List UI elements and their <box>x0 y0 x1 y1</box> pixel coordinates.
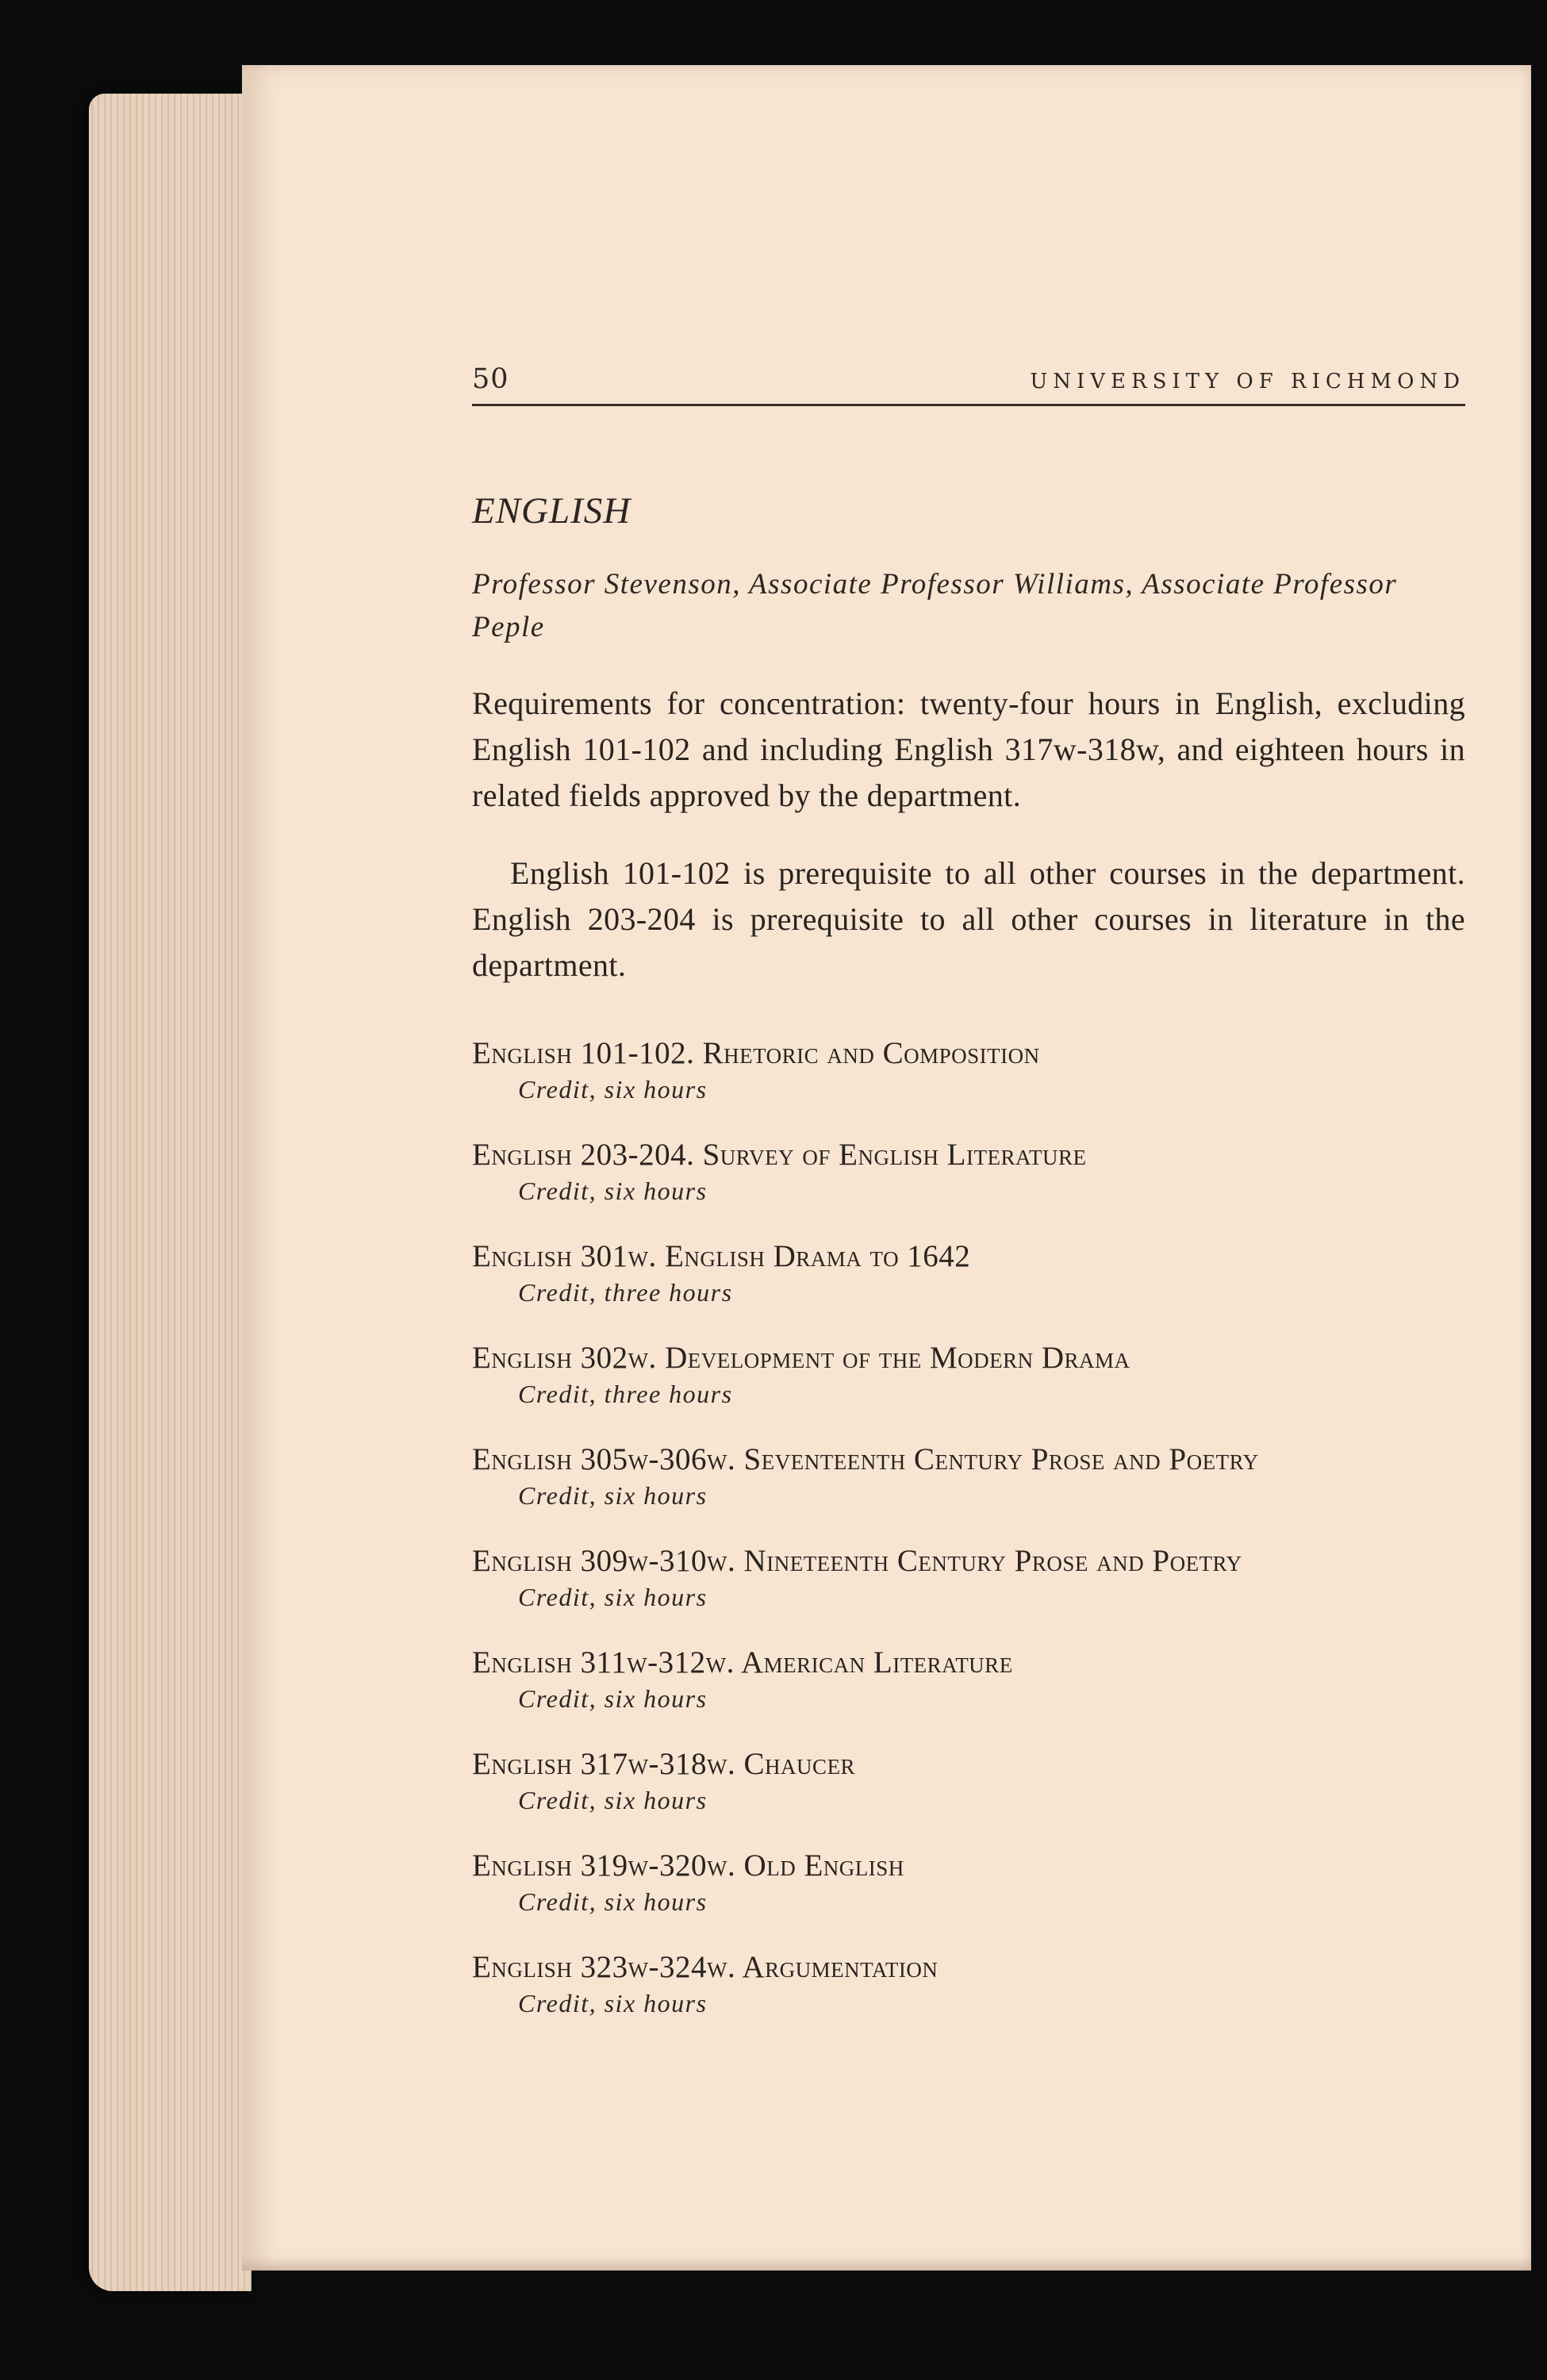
faculty-list: Professor Stevenson, Associate Professor Williams, Associate Professor Peple <box>472 568 1398 643</box>
course-department: English <box>472 1950 573 1984</box>
course-credit: Credit, six hours <box>518 1583 708 1611</box>
course-heading <box>472 1339 1465 1377</box>
running-title: UNIVERSITY OF RICHMOND <box>1030 370 1465 393</box>
course-name: Old English <box>743 1848 904 1883</box>
course-department: English <box>472 1442 573 1476</box>
course-heading <box>472 1542 1465 1580</box>
course-credit: Credit, three hours <box>518 1278 733 1307</box>
course-department: English <box>472 1544 573 1578</box>
course-department: English <box>472 1239 573 1273</box>
course-heading <box>472 1948 1465 1987</box>
course-heading <box>472 1136 1465 1174</box>
course-credit: Credit, six hours <box>518 1684 708 1713</box>
course-department: English <box>472 1645 573 1679</box>
course-number: 305w-306w. <box>580 1442 736 1476</box>
course-entry <box>472 1542 1465 1644</box>
course-heading <box>472 1847 1465 1885</box>
course-name: Chaucer <box>743 1747 856 1781</box>
course-department: English <box>472 1848 573 1883</box>
course-credit: Credit, six hours <box>518 1481 708 1510</box>
course-number: 317w-318w. <box>580 1747 736 1781</box>
course-entry <box>472 1948 1465 2050</box>
course-name: Development of the Modern Drama <box>665 1341 1130 1375</box>
course-credit: Credit, six hours <box>518 1989 708 2017</box>
page-number: 50 <box>472 363 509 395</box>
course-entry <box>472 1644 1465 1745</box>
course-heading <box>472 1745 1465 1783</box>
course-heading <box>472 1035 1465 1073</box>
course-number: 302w. <box>580 1341 657 1375</box>
course-entry <box>472 1035 1465 1136</box>
catalog-page <box>242 65 1531 2271</box>
section-title: ENGLISH <box>472 490 631 532</box>
course-number: 309w-310w. <box>580 1544 736 1578</box>
course-credit: Credit, six hours <box>518 1075 708 1104</box>
course-number: 101-102. <box>580 1036 695 1070</box>
course-name: American Literature <box>740 1645 1013 1679</box>
course-heading <box>472 1441 1465 1479</box>
course-number: 319w-320w. <box>580 1848 736 1883</box>
prerequisite-note: English 101-102 is prerequisite to all other courses in the department. English 203-204 is prerequisite to all other courses in literature in the department. <box>472 855 1465 983</box>
page-content <box>472 355 1465 2050</box>
course-name: Seventeenth Century Prose and Poetry <box>743 1442 1259 1476</box>
course-name: Argumentation <box>742 1950 939 1984</box>
course-name: Nineteenth Century Prose and Poetry <box>743 1544 1242 1578</box>
course-entry <box>472 1847 1465 1948</box>
book-page-edges <box>89 94 251 2291</box>
course-name: English Drama to 1642 <box>665 1239 971 1273</box>
course-credit: Credit, six hours <box>518 1786 708 1814</box>
course-department: English <box>472 1036 573 1070</box>
course-list <box>472 1035 1465 2050</box>
course-credit: Credit, three hours <box>518 1380 733 1408</box>
course-heading <box>472 1238 1465 1276</box>
course-entry <box>472 1441 1465 1542</box>
course-number: 203-204. <box>580 1138 695 1172</box>
running-header <box>472 355 1465 406</box>
course-department: English <box>472 1341 573 1375</box>
course-name: Survey of English Literature <box>702 1138 1087 1172</box>
course-number: 311w-312w. <box>580 1645 735 1679</box>
course-credit: Credit, six hours <box>518 1887 708 1916</box>
course-department: English <box>472 1138 573 1172</box>
course-entry <box>472 1745 1465 1847</box>
course-credit: Credit, six hours <box>518 1177 708 1205</box>
course-entry <box>472 1339 1465 1441</box>
course-entry <box>472 1238 1465 1339</box>
concentration-requirements: Requirements for concentration: twenty-four hours in English, excluding English 101-102 and including English 317w-318w, and eighteen hours in related fields approved by the department. <box>472 685 1465 813</box>
course-heading <box>472 1644 1465 1682</box>
course-entry <box>472 1136 1465 1238</box>
course-department: English <box>472 1747 573 1781</box>
course-number: 323w-324w. <box>580 1950 736 1984</box>
course-number: 301w. <box>580 1239 657 1273</box>
course-name: Rhetoric and Composition <box>702 1036 1040 1070</box>
